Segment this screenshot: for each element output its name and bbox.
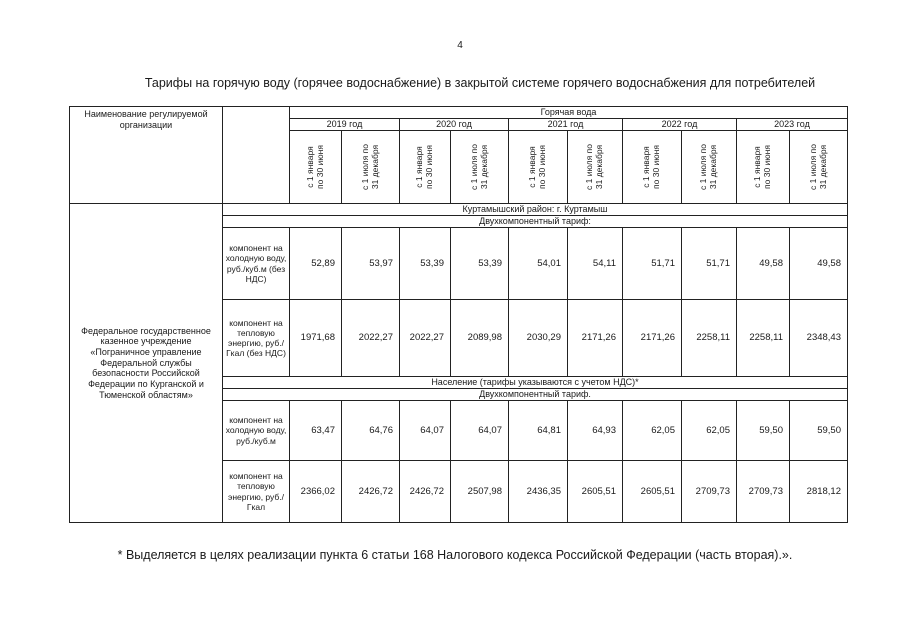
tariff-type-header: Двухкомпонентный тариф: [223, 216, 848, 228]
component-label: компонент на холодную воду, руб./куб.м (без НДС) [223, 228, 290, 300]
tariff-value: 2258,11 [737, 300, 790, 377]
tariff-value: 2366,02 [290, 461, 342, 523]
tariff-value: 51,71 [682, 228, 737, 300]
tariff-value: 2818,12 [790, 461, 848, 523]
period-header: с 1 июля по 31 декабря [790, 131, 848, 204]
tariff-value: 64,76 [342, 401, 400, 461]
service-header: Горячая вода [290, 107, 848, 119]
org-header-cell: Наименование регулируемой организации [70, 107, 223, 204]
tariff-value: 2507,98 [451, 461, 509, 523]
year-header: 2020 год [400, 119, 509, 131]
tariff-table [69, 106, 848, 523]
component-label: компонент на тепловую энергию, руб./Гкал (без НДС) [223, 300, 290, 377]
tariff-value: 2709,73 [682, 461, 737, 523]
period-header: с 1 июля по 31 декабря [451, 131, 509, 204]
period-header: с 1 июля по 31 декабря [682, 131, 737, 204]
tariff-value: 2348,43 [790, 300, 848, 377]
tariff-value: 53,39 [400, 228, 451, 300]
tariff-value: 53,39 [451, 228, 509, 300]
year-header: 2022 год [623, 119, 737, 131]
footnote: * Выделяется в целях реализации пункта 6 статьи 168 Налогового кодекса Российской Федерации (часть вторая).». [117, 548, 793, 562]
tariff-value: 2030,29 [509, 300, 568, 377]
tariff-value: 54,11 [568, 228, 623, 300]
tariff-value: 54,01 [509, 228, 568, 300]
page-number: 4 [457, 40, 463, 51]
period-header: с 1 июля по 31 декабря [568, 131, 623, 204]
year-header: 2023 год [737, 119, 848, 131]
period-header: с 1 января по 30 июня [400, 131, 451, 204]
component-label: компонент на тепловую энергию, руб./Гкал [223, 461, 290, 523]
tariff-value: 2171,26 [568, 300, 623, 377]
tariff-value: 63,47 [290, 401, 342, 461]
tariff-value: 53,97 [342, 228, 400, 300]
year-header: 2021 год [509, 119, 623, 131]
period-header: с 1 января по 30 июня [509, 131, 568, 204]
component-label: компонент на холодную воду, руб./куб.м [223, 401, 290, 461]
organization-name: Федеральное государственное казенное учреждение «Пограничное управление Федеральной службы безопасности Российской Федерации по Курганской и Тюменской областям» [70, 204, 223, 523]
tariff-value: 2605,51 [568, 461, 623, 523]
tariff-value: 2258,11 [682, 300, 737, 377]
tariff-value: 64,07 [451, 401, 509, 461]
tariff-value: 2426,72 [342, 461, 400, 523]
tariff-value: 62,05 [682, 401, 737, 461]
tariff-value: 2426,72 [400, 461, 451, 523]
tariff-value: 49,58 [790, 228, 848, 300]
period-header: с 1 января по 30 июня [623, 131, 682, 204]
tariff-value: 52,89 [290, 228, 342, 300]
document-title: Тарифы на горячую воду (горячее водоснабжение) в закрытой системе горячего водоснабжения для потребителей [144, 76, 816, 90]
component-header-cell [223, 107, 290, 204]
tariff-value: 2022,27 [342, 300, 400, 377]
tariff-value: 64,07 [400, 401, 451, 461]
tariff-value: 62,05 [623, 401, 682, 461]
tariff-value: 59,50 [737, 401, 790, 461]
period-header: с 1 января по 30 июня [290, 131, 342, 204]
tariff-value: 2022,27 [400, 300, 451, 377]
period-header: с 1 июля по 31 декабря [342, 131, 400, 204]
period-header: с 1 января по 30 июня [737, 131, 790, 204]
tariff-value: 1971,68 [290, 300, 342, 377]
tariff-value: 49,58 [737, 228, 790, 300]
tariff-value: 2171,26 [623, 300, 682, 377]
tariff-value: 51,71 [623, 228, 682, 300]
tariff-value: 2436,35 [509, 461, 568, 523]
tariff-value: 64,93 [568, 401, 623, 461]
tariff-value: 2605,51 [623, 461, 682, 523]
population-header: Население (тарифы указываются с учетом НДС)* [223, 377, 848, 389]
district-header: Куртамышский район: г. Куртамыш [223, 204, 848, 216]
tariff-value: 59,50 [790, 401, 848, 461]
year-header: 2019 год [290, 119, 400, 131]
tariff-type-header: Двухкомпонентный тариф. [223, 389, 848, 401]
tariff-value: 2089,98 [451, 300, 509, 377]
tariff-value: 2709,73 [737, 461, 790, 523]
tariff-value: 64,81 [509, 401, 568, 461]
